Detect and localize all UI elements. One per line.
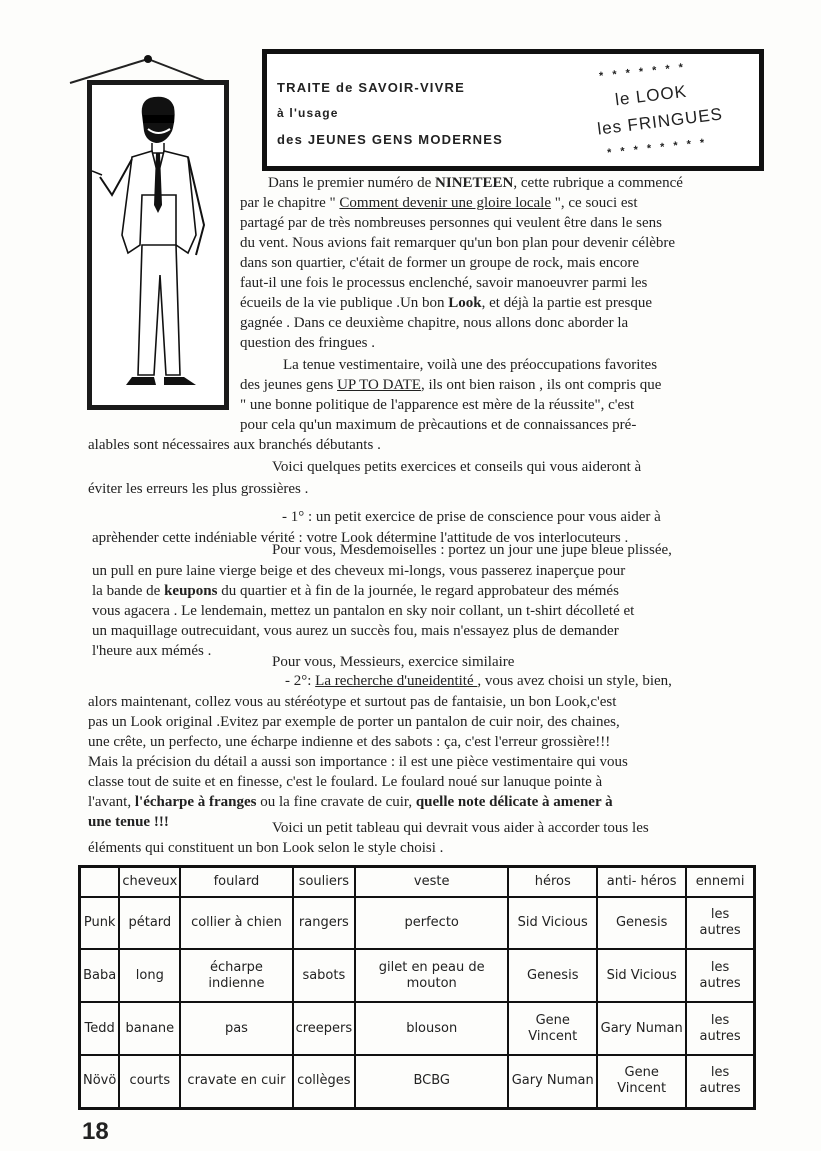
stars-decoration-bottom: * * * * * * * *	[606, 136, 708, 160]
table-cell: perfecto	[355, 897, 508, 950]
portrait-illustration	[87, 80, 229, 410]
table-cell: Punk	[80, 897, 120, 950]
text-line: partagé par de très nombreuses personnes qui veulent être dans le sens	[240, 215, 662, 231]
table-header-cell: héros	[508, 867, 597, 897]
text-line: faut-il une fois le processus enclenché, savoir manoeuvrer parmi les	[240, 275, 648, 291]
text-line: Voici un petit tableau qui devrait vous aider à accorder tous les	[272, 820, 649, 836]
text-line: par le chapitre " Comment devenir une gloire locale ", ce souci est	[240, 195, 638, 211]
text-line: l'avant, l'écharpe à franges ou la fine cravate de cuir, quelle note délicate à amener à	[88, 794, 613, 810]
table-cell: écharpe indienne	[180, 949, 292, 1002]
table-cell: Tedd	[80, 1002, 120, 1055]
column-title-box	[262, 49, 764, 171]
text-line: éléments qui constituent un bon Look selon le style choisi .	[88, 840, 444, 856]
table-cell: BCBG	[355, 1055, 508, 1109]
text-line: classe tout de suite et en finesse, c'est le foulard. Le foulard noué sur lanuque pointe à	[88, 774, 603, 790]
table-cell: collèges	[293, 1055, 356, 1109]
table-header-row	[80, 867, 755, 897]
text-line: - 2°: La recherche d'uneidentité , vous avez choisi un style, bien,	[285, 673, 672, 689]
table-cell: Sid Vicious	[508, 897, 597, 950]
table-cell: Gene Vincent	[508, 1002, 597, 1055]
title-fringues: les FRINGUES	[596, 104, 724, 139]
table-header-cell: souliers	[293, 867, 356, 897]
table-cell: Genesis	[597, 897, 686, 950]
table-header-cell: veste	[355, 867, 508, 897]
table-cell: Baba	[80, 949, 120, 1002]
table-cell: les autres	[686, 1055, 754, 1109]
text-line: vous agacera . Le lendemain, mettez un pantalon en sky noir collant, un t-shirt décolleté et	[92, 603, 635, 619]
table-row	[80, 949, 755, 1002]
text-line: un pull en pure laine vierge beige et des cheveux mi-longs, vous passerez inaperçue pour	[92, 563, 626, 579]
text-line: Pour vous, Mesdemoiselles : portez un jour une jupe bleue plissée,	[272, 542, 672, 558]
text-line: pour cela qu'un maximum de prècautions et de connaissances pré-	[240, 417, 637, 433]
stars-decoration-top: * * * * * * *	[598, 61, 687, 83]
text-line: question des fringues .	[240, 335, 375, 351]
text-line: aprèhender cette indéniable vérité : votre Look détermine l'attitude de vos interlocuteurs .	[92, 530, 629, 546]
table-cell: Gary Numan	[597, 1002, 686, 1055]
text-line: La tenue vestimentaire, voilà une des préoccupations favorites	[283, 357, 658, 373]
text-line: des jeunes gens UP TO DATE, ils ont bien raison , ils ont compris que	[240, 377, 662, 393]
look-style-table	[78, 865, 756, 1110]
table-header-cell	[80, 867, 120, 897]
table-cell: sabots	[293, 949, 356, 1002]
table-header-cell: foulard	[180, 867, 292, 897]
table-row	[80, 1055, 755, 1109]
table-cell: banane	[119, 1002, 180, 1055]
text-line: une tenue !!!	[88, 814, 169, 830]
text-line: Pour vous, Messieurs, exercice similaire	[272, 654, 515, 670]
table-cell: blouson	[355, 1002, 508, 1055]
text-line: l'heure aux mémés .	[92, 643, 212, 659]
text-line: Dans le premier numéro de NINETEEN, cette rubrique a commencé	[268, 175, 683, 191]
text-line: du vent. Nous avions fait remarquer qu'un bon plan pour devenir célèbre	[240, 235, 676, 251]
text-line: alors maintenant, collez vous au stéréotype et surtout pas de fantaisie, un bon Look,c'est	[88, 694, 617, 710]
table-header-cell: anti- héros	[597, 867, 686, 897]
title-look: le LOOK	[614, 81, 689, 110]
table-cell: Genesis	[508, 949, 597, 1002]
text-line: Mais la précision du détail a aussi son importance : il est une pièce vestimentaire qui vous	[88, 754, 628, 770]
table-cell: long	[119, 949, 180, 1002]
title-line-2: à l'usage	[277, 106, 339, 120]
table-cell: courts	[119, 1055, 180, 1109]
table-row	[80, 1002, 755, 1055]
table-cell: pas	[180, 1002, 292, 1055]
table-cell: collier à chien	[180, 897, 292, 950]
text-line: pas un Look original .Evitez par exemple de porter un pantalon de cuir noir, des chaines,	[88, 714, 620, 730]
text-line: une crête, un perfecto, une écharpe indienne et des sabots : ça, c'est l'erreur grossière!!!	[88, 734, 611, 750]
text-line: Voici quelques petits exercices et conseils qui vous aideront à	[272, 459, 642, 475]
table-cell: Gary Numan	[508, 1055, 597, 1109]
chapter-title-reference: Comment devenir une gloire locale	[339, 195, 552, 211]
table-cell: creepers	[293, 1002, 356, 1055]
table-cell: rangers	[293, 897, 356, 950]
table-cell: pétard	[119, 897, 180, 950]
text-line: éviter les erreurs les plus grossières .	[88, 481, 309, 497]
table-row	[80, 897, 755, 950]
table-cell: cravate en cuir	[180, 1055, 292, 1109]
table-cell: les autres	[686, 949, 754, 1002]
young-man-drawing	[92, 85, 224, 405]
text-line: - 1° : un petit exercice de prise de conscience pour vous aider à	[282, 509, 661, 525]
table-header-cell: cheveux	[119, 867, 180, 897]
table-cell: Gene Vincent	[597, 1055, 686, 1109]
text-line: un maquillage outrecuidant, vous aurez un succès fou, mais n'essayez plus de demander	[92, 623, 619, 639]
table-cell: Növö	[80, 1055, 120, 1109]
table-cell: les autres	[686, 897, 754, 950]
text-line: " une bonne politique de l'apparence est mère de la réussite", c'est	[240, 397, 635, 413]
table-cell: gilet en peau de mouton	[355, 949, 508, 1002]
text-line: alables sont nécessaires aux branchés débutants .	[88, 437, 381, 453]
title-line-3: des JEUNES GENS MODERNES	[277, 132, 504, 147]
title-line-1: TRAITE de SAVOIR-VIVRE	[277, 80, 465, 95]
text-line: gagnée . Dans ce deuxième chapitre, nous allons donc aborder la	[240, 315, 629, 331]
table-header-cell: ennemi	[686, 867, 754, 897]
text-line: écueils de la vie publique .Un bon Look, et déjà la partie est presque	[240, 295, 652, 311]
text-line: la bande de keupons du quartier et à fin de la journée, le regard approbateur des mémés	[92, 583, 619, 599]
text-line: dans son quartier, c'était de former un groupe de rock, mais encore	[240, 255, 640, 271]
table-cell: les autres	[686, 1002, 754, 1055]
page-number: 18	[82, 1118, 109, 1145]
table-cell: Sid Vicious	[597, 949, 686, 1002]
